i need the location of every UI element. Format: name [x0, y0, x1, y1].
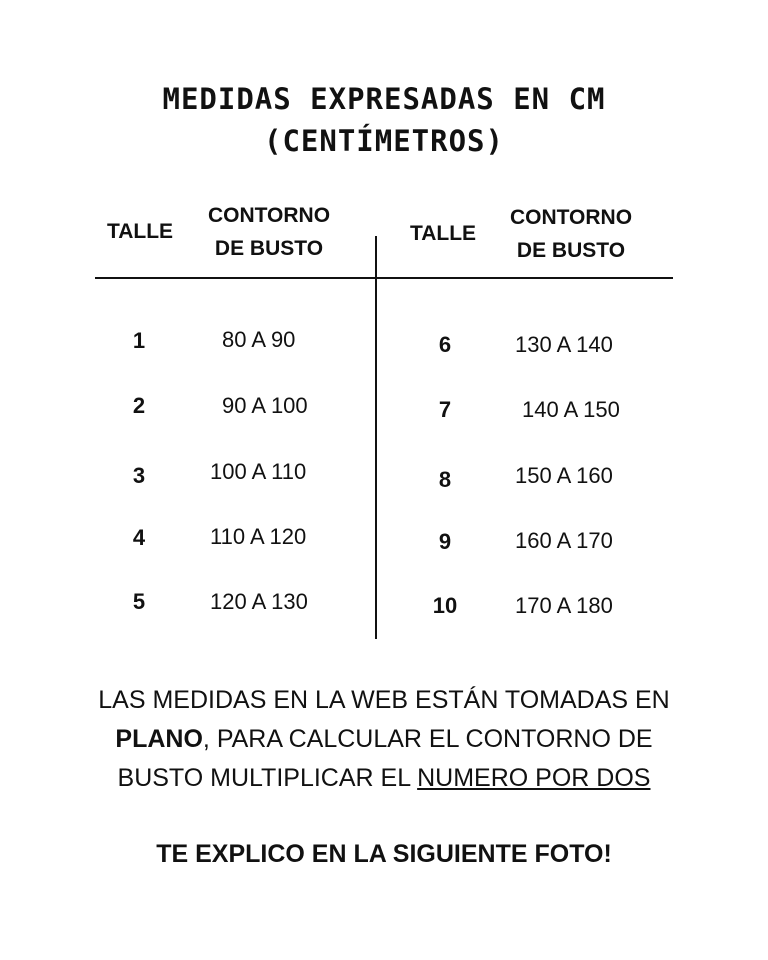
page-title	[0, 78, 768, 162]
note-line-1: LAS MEDIDAS EN LA WEB ESTÁN TOMADAS EN	[98, 686, 670, 714]
left-row-5-size: 5	[132, 589, 146, 614]
right-row-5-range: 170 A 180	[515, 593, 613, 618]
left-measure-header-line-2: DE BUSTO	[214, 237, 324, 260]
right-measure-header	[497, 201, 645, 267]
measurement-note	[0, 681, 768, 798]
note-line-2	[0, 720, 768, 759]
note-line-2-rest: , PARA CALCULAR EL CONTORNO DE	[202, 725, 653, 753]
right-row-1-size: 6	[438, 332, 452, 357]
left-row-2-range: 90 A 100	[222, 393, 308, 418]
right-size-header: TALLE	[409, 222, 477, 245]
table-column-divider	[375, 236, 377, 639]
right-measure-header-line-2: DE BUSTO	[516, 239, 626, 262]
left-row-5-range: 120 A 130	[210, 589, 308, 614]
title-line-1: MEDIDAS EXPRESADAS EN CM	[162, 82, 606, 116]
right-row-4-size: 9	[438, 529, 452, 554]
right-row-4-range: 160 A 170	[515, 528, 613, 553]
left-measure-header-line-1: CONTORNO	[207, 204, 331, 227]
title-line-2: (CENTÍMETROS)	[264, 124, 504, 158]
left-row-3-size: 3	[132, 463, 146, 488]
right-row-2-size: 7	[438, 397, 452, 422]
note-plano-emphasis: PLANO	[115, 725, 203, 753]
note-underlined-phrase: NUMERO POR DOS	[417, 764, 651, 792]
note-line-3-plain: BUSTO MULTIPLICAR EL	[117, 764, 418, 792]
right-measure-header-line-1: CONTORNO	[509, 206, 633, 229]
right-row-3-range: 150 A 160	[515, 463, 613, 488]
right-row-2-range: 140 A 150	[522, 397, 620, 422]
left-measure-header	[195, 199, 343, 265]
right-row-3-size: 8	[438, 467, 452, 492]
left-row-4-size: 4	[132, 525, 146, 550]
note-line-3	[0, 759, 768, 798]
left-row-2-size: 2	[132, 393, 146, 418]
left-size-header: TALLE	[106, 220, 174, 243]
left-row-1-range: 80 A 90	[222, 327, 296, 352]
left-row-1-size: 1	[132, 328, 146, 353]
left-row-4-range: 110 A 120	[210, 524, 307, 549]
left-row-3-range: 100 A 110	[210, 459, 307, 484]
table-header-divider	[95, 277, 673, 279]
right-row-1-range: 130 A 140	[515, 332, 613, 357]
footer-callout: TE EXPLICO EN LA SIGUIENTE FOTO!	[156, 840, 612, 868]
right-row-5-size: 10	[432, 593, 458, 618]
